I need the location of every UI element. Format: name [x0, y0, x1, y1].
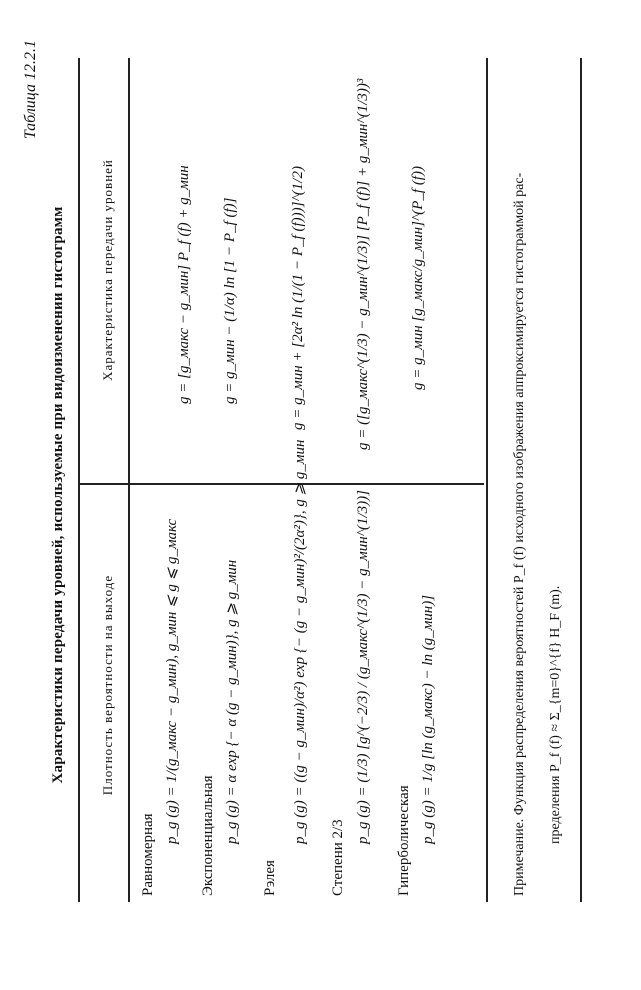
transfer-uniform [176, 165, 193, 404]
row-name-uniform: Равномерная [140, 813, 156, 896]
note-line-2: пределения P_f (f) ≈ Σ_{m=0}^{f} H_F (m). [548, 585, 563, 844]
row-name-exponential: Экспоненциальная [200, 775, 216, 896]
note-line-1: Примечание. Функция распределения вероятностей P_f (f) исходного изображения аппроксимируется гистограммой рас- [512, 172, 527, 896]
pdf-hyperbolic-text: p_g (g) = 1/g [ln (g_макс) − ln (g_мин)] [420, 594, 436, 844]
pdf-uniform [162, 519, 181, 844]
column-header-pdf: Плотность вероятности на выходе [100, 574, 115, 796]
transfer-power-two-thirds-text: g = ([g_макс^(1/3) − g_мин^(1/3)] [P_f (f)] + g_мин^(1/3))³ [355, 78, 371, 450]
row-name-power-two-thirds: Степени 2/3 [330, 819, 346, 896]
transfer-rayleigh [290, 166, 307, 430]
table-label: Таблица 12.2.1 [22, 40, 39, 140]
pdf-power-two-thirds [355, 490, 372, 844]
pdf-exponential [222, 560, 241, 844]
pdf-exponential-text: p_g (g) = α exp {− α (g − g_мин)}, g ⩾ g_мин [224, 559, 240, 844]
transfer-exponential [222, 198, 239, 405]
table-title: Характеристики передачи уровней, используемые при видоизменении гистограмм [50, 206, 66, 784]
pdf-rayleigh-text: p_g (g) = ((g − g_мин)/α²) exp {− (g − g_мин)²/(2α²)}, g ⩾ g_мин [292, 439, 308, 844]
transfer-rayleigh-text: g = g_мин + [2α² ln (1/(1 − P_f (f)))]^(1/2) [290, 166, 306, 430]
transfer-uniform-text: g = [g_макс − g_мин] P_f (f) + g_мин [176, 165, 192, 404]
transfer-exponential-text: g = g_мин − (1/α) ln [1 − P_f (f)] [222, 197, 238, 404]
pdf-rayleigh [290, 440, 309, 844]
row-name-hyperbolic: Гиперболическая [396, 785, 412, 896]
transfer-hyperbolic-text: g = g_мин [g_макс/g_мин]^(P_f (f)) [410, 166, 426, 390]
row-name-rayleigh: Рэлея [262, 860, 278, 896]
pdf-hyperbolic [420, 595, 437, 844]
pdf-power-two-thirds-text: p_g (g) = (1/3) [g^(−2/3) / (g_макс^(1/3) − g_мин^(1/3))] [355, 490, 371, 844]
header-rule [128, 58, 130, 902]
bottom-rule [486, 58, 488, 902]
top-rule [78, 58, 80, 902]
column-divider [78, 484, 484, 486]
transfer-power-two-thirds [355, 79, 372, 450]
pdf-uniform-text: p_g (g) = 1/(g_макс − g_мин), g_мин ⩽ g ⩽ g_макс [164, 518, 180, 844]
note-rule [580, 58, 582, 902]
transfer-hyperbolic [410, 166, 427, 390]
column-header-transfer: Характеристика передачи уровней [100, 159, 115, 381]
